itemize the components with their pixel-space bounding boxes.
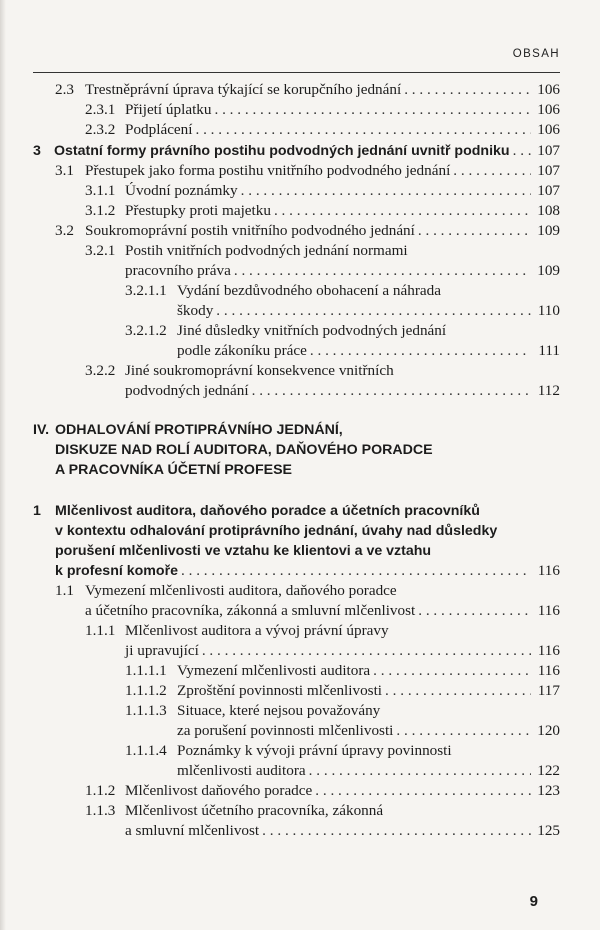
toc-entry[interactable] [55,221,560,241]
toc-entry-page: 106 [537,101,560,118]
leader-dots [385,681,531,701]
toc-entry-number: 3.2.1 [85,242,116,259]
toc-entry[interactable] [85,100,560,120]
toc-entry[interactable] [55,80,560,100]
toc-chapter-entry[interactable] [55,561,560,581]
toc-entry-first-line [85,241,408,261]
toc-entry-page: 111 [538,342,560,359]
toc-entry-first-line [125,741,452,761]
toc-entry-number: 3 [33,143,41,159]
toc-entry-page: 107 [537,162,560,179]
chapter-title-line: v kontextu odhalování protiprávního jednání, úvahy nad důsledky [55,523,498,539]
toc-entry-page: 108 [537,202,560,219]
toc-entry[interactable] [177,301,560,321]
toc-entry-number: 2.3.2 [85,121,116,138]
toc-entry-title: Mlčenlivost daňového poradce [125,782,313,799]
toc-entry-page: 120 [537,722,560,739]
toc-entry-first-line [125,701,380,721]
toc-entry-page: 116 [537,602,560,619]
toc-entry[interactable] [85,120,560,140]
toc-entry-page: 106 [537,81,560,98]
leader-dots [202,641,531,661]
toc-entry-number: 3.2.2 [85,362,116,379]
toc-entry-number: 1.1.1.3 [125,702,167,719]
leader-dots [262,821,531,841]
leader-dots [315,781,531,801]
toc-entry-title-continued: mlčenlivosti auditora [177,762,306,779]
chapter-title-line: Mlčenlivost auditora, daňového poradce a účetních pracovníků [55,503,480,519]
toc-entry-number: 3.2.1.2 [125,322,167,339]
toc-entry-first-line [55,581,397,601]
toc-entry[interactable] [85,181,560,201]
toc-chapter-entry[interactable] [33,141,560,161]
toc-entry[interactable] [125,821,560,841]
toc-entry[interactable] [177,761,560,781]
toc-entry-page: 123 [537,782,560,799]
leader-dots [234,261,531,281]
toc-entry-title-continued: a účetního pracovníka, zákonná a smluvní mlčenlivost [85,602,416,619]
toc-entry[interactable] [125,661,560,681]
toc-entry-title: Přestupek jako forma postihu vnitřního podvodného jednání [85,162,451,179]
toc-entry-page: 116 [537,642,560,659]
toc-entry-title: Mlčenlivost auditora a vývoj právní úpravy [125,622,389,639]
toc-entry-title: Podplácení [125,121,193,138]
part-heading-line: DISKUZE NAD ROLÍ AUDITORA, DAŇOVÉHO PORADCE [55,442,433,458]
toc-entry-title: Jiné důsledky vnitřních podvodných jednání [177,322,447,339]
toc-entry-title: Ostatní formy právního postihu podvodných jednání uvnitř podniku [54,143,510,159]
toc-entry[interactable] [85,201,560,221]
toc-entry-number: 1.1.1.1 [125,662,167,679]
toc-entry-number: 1.1.1.2 [125,682,167,699]
toc-entry-first-line [85,801,383,821]
running-header: OBSAH [512,48,560,60]
toc-entry-title: Soukromoprávní postih vnitřního podvodného jednání [85,222,415,239]
leader-dots [418,221,531,241]
toc-entry-title-continued: pracovního práva [125,262,231,279]
toc-entry-number: 1.1.2 [85,782,116,799]
part-heading-line: ODHALOVÁNÍ PROTIPRÁVNÍHO JEDNÁNÍ, [55,422,343,438]
toc-entry-page: 117 [537,682,560,699]
part-heading-number: IV. [33,422,50,438]
toc-entry-number: 2.3 [55,81,74,98]
leader-dots [274,201,531,221]
leader-dots [404,80,531,100]
chapter-title-line: k profesní komoře [55,563,178,579]
leader-dots [252,381,531,401]
toc-entry-number: 1.1.1 [85,622,116,639]
toc-entry-number: 3.2.1.1 [125,282,167,299]
toc-entry-title: Úvodní poznámky [125,182,238,199]
toc-entry-title: Přestupky proti majetku [125,202,271,219]
toc-entry[interactable] [125,381,560,401]
toc-entry-page: 122 [537,762,560,779]
toc-entry-title-continued: škody [177,302,214,319]
toc-entry-page: 107 [537,142,560,159]
toc-entry-page: 116 [537,662,560,679]
leader-dots [216,301,531,321]
toc-entry-title: Mlčenlivost účetního pracovníka, zákonná [125,802,384,819]
leader-dots [453,161,531,181]
toc-entry-number: 3.2 [55,222,74,239]
toc-entry-title: Přijetí úplatku [125,101,212,118]
toc-entry-title-continued: podvodných jednání [125,382,249,399]
toc-entry[interactable] [125,641,560,661]
toc-entry-title: Situace, které nejsou považovány [177,702,381,719]
toc-entry-title: Vymezení mlčenlivosti auditora, daňového poradce [85,582,397,599]
toc-entry-first-line [125,281,441,301]
toc-entry-page: 112 [537,382,560,399]
toc-entry-title: Jiné soukromoprávní konsekvence vnitřních [125,362,394,379]
leader-dots [396,721,531,741]
toc-entry-title: Poznámky k vývoji právní úpravy povinnosti [177,742,452,759]
toc-entry-number: 1.1.3 [85,802,116,819]
leader-dots [373,661,531,681]
chapter-title-line: porušení mlčenlivosti ve vztahu ke klientovi a ve vztahu [55,543,432,559]
leader-dots [310,341,531,361]
toc-entry-number: 3.1 [55,162,74,179]
toc-entry-title: Postih vnitřních podvodných jednání normami [125,242,408,259]
page-number: 9 [529,893,538,910]
toc-entry-title: Vydání bezdůvodného obohacení a náhrada [177,282,441,299]
toc-entry[interactable] [85,601,560,621]
toc-entry-title-continued: za porušení povinnosti mlčenlivosti [177,722,394,739]
toc-entry-page: 109 [537,222,560,239]
header-rule [33,72,560,73]
toc-entry-page: 109 [537,262,560,279]
toc-entry-page: 125 [537,822,560,839]
toc-entry-number: 1.1.1.4 [125,742,167,759]
leader-dots [513,141,531,161]
toc-entry[interactable] [85,781,560,801]
toc-entry-title-continued: podle zákoníku práce [177,342,307,359]
toc-entry[interactable] [177,721,560,741]
leader-dots [418,601,531,621]
toc-entry-number: 1.1 [55,582,74,599]
toc-entry-first-line [85,621,389,641]
toc-entry-page: 116 [537,562,560,579]
toc-entry[interactable] [177,341,560,361]
toc-entry-title-continued: ji upravující [125,642,199,659]
toc-entry[interactable] [125,681,560,701]
toc-entry-page: 110 [537,302,560,319]
chapter-number: 1 [33,503,41,519]
toc-entry-first-line [125,321,446,341]
toc-entry-page: 106 [537,121,560,138]
leader-dots [309,761,531,781]
leader-dots [241,181,531,201]
toc-entry-number: 3.1.1 [85,182,116,199]
toc-entry-title: Trestněprávní úprava týkající se korupčního jednání [85,81,402,98]
leader-dots [214,100,531,120]
toc-entry-title-continued: a smluvní mlčenlivost [125,822,260,839]
toc-entry-first-line [85,361,394,381]
toc-entry-title: Zproštění povinnosti mlčenlivosti [177,682,383,699]
toc-entry-title: Vymezení mlčenlivosti auditora [177,662,371,679]
leader-dots [195,120,531,140]
leader-dots [181,561,531,581]
part-heading-line: A PRACOVNÍKA ÚČETNÍ PROFESE [55,462,293,478]
toc-entry-number: 2.3.1 [85,101,116,118]
toc-entry[interactable] [55,161,560,181]
toc-entry[interactable] [125,261,560,281]
toc-entry-page: 107 [537,182,560,199]
page-edge-shadow [0,0,6,930]
toc-entry-number: 3.1.2 [85,202,116,219]
